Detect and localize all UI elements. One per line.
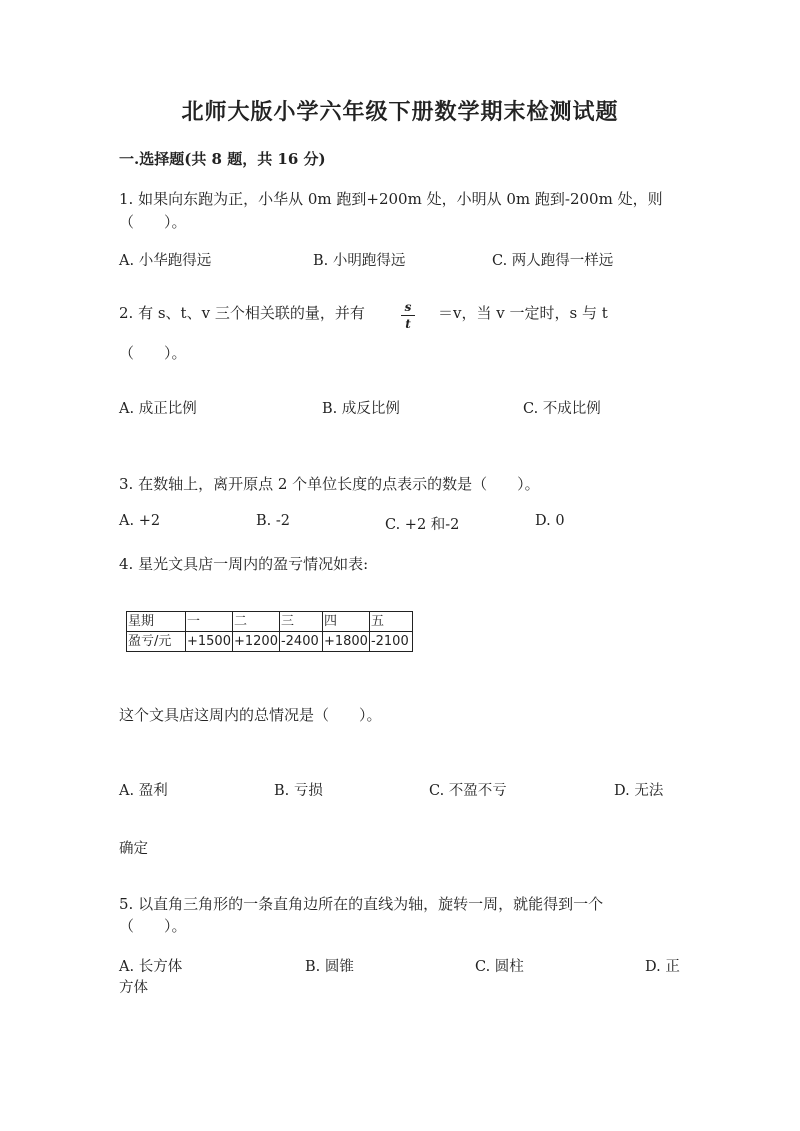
question-4-prompt: 这个文具店这周内的总情况是（ ）。 (119, 706, 382, 724)
table-cell: 星期 (127, 612, 186, 632)
table-cell: -2100 (369, 632, 412, 652)
question-4-text: 4. 星光文具店一周内的盈亏情况如表: (119, 555, 369, 573)
question-1-blank: （ ）。 (119, 213, 187, 231)
question-5-option-a[interactable]: A. 长方体 (119, 959, 183, 975)
question-4-option-a[interactable]: A. 盈利 (119, 783, 168, 799)
question-1-option-c[interactable]: C. 两人跑得一样远 (492, 253, 614, 269)
table-cell: 一 (186, 612, 233, 632)
question-3-option-d[interactable]: D. 0 (535, 513, 565, 529)
question-4-option-b[interactable]: B. 亏损 (274, 783, 323, 799)
table-header-row (127, 612, 413, 632)
question-5-option-d-wrap: 方体 (119, 980, 148, 996)
question-3-text: 3. 在数轴上，离开原点 2 个单位长度的点表示的数是（ ）。 (119, 475, 540, 493)
question-5-option-d[interactable]: D. 正 (645, 959, 680, 975)
question-3-option-c[interactable]: C. +2 和-2 (385, 517, 460, 533)
question-5-option-c[interactable]: C. 圆柱 (475, 959, 524, 975)
fraction-numerator: s (404, 300, 412, 314)
table-cell: +1200 (232, 632, 279, 652)
page-title: 北师大版小学六年级下册数学期末检测试题 (181, 99, 619, 125)
table-cell: +1500 (186, 632, 233, 652)
fraction-s-over-t (399, 300, 417, 331)
question-5-option-b[interactable]: B. 圆锥 (305, 959, 354, 975)
table-cell: -2400 (279, 632, 322, 652)
question-3-option-a[interactable]: A. +2 (119, 513, 161, 529)
table-cell: 四 (322, 612, 369, 632)
question-2-blank: （ ）。 (119, 344, 187, 362)
table-cell: 二 (232, 612, 279, 632)
fraction-denominator: t (405, 317, 411, 331)
question-1-option-b[interactable]: B. 小明跑得远 (313, 253, 406, 269)
question-3-option-b[interactable]: B. -2 (256, 513, 290, 529)
question-5-text: 5. 以直角三角形的一条直角边所在的直线为轴，旋转一周，就能得到一个 (119, 895, 604, 913)
question-2-option-a[interactable]: A. 成正比例 (119, 401, 197, 417)
question-2-option-b[interactable]: B. 成反比例 (322, 401, 400, 417)
section-heading: 一.选择题(共 8 题，共 16 分) (119, 150, 326, 168)
table-cell: +1800 (322, 632, 369, 652)
question-2-text-continued: ＝v，当 v 一定时，s 与 t (438, 304, 608, 322)
table-row (127, 632, 413, 652)
question-1-option-a[interactable]: A. 小华跑得远 (119, 253, 212, 269)
question-4-option-d-wrap: 确定 (119, 841, 148, 857)
profit-loss-table (126, 611, 413, 652)
table-cell: 盈亏/元 (127, 632, 186, 652)
question-4-option-d[interactable]: D. 无法 (614, 783, 664, 799)
question-1-text: 1. 如果向东跑为正，小华从 0m 跑到+200m 处，小明从 0m 跑到-200m 处，则 (119, 190, 663, 208)
question-5-blank: （ ）。 (119, 917, 187, 935)
question-2-option-c[interactable]: C. 不成比例 (523, 401, 601, 417)
table-cell: 三 (279, 612, 322, 632)
question-4-option-c[interactable]: C. 不盈不亏 (429, 783, 507, 799)
table-cell: 五 (369, 612, 412, 632)
fraction-bar (401, 315, 415, 316)
question-2-text: 2. 有 s、t、v 三个相关联的量，并有 (119, 304, 365, 322)
